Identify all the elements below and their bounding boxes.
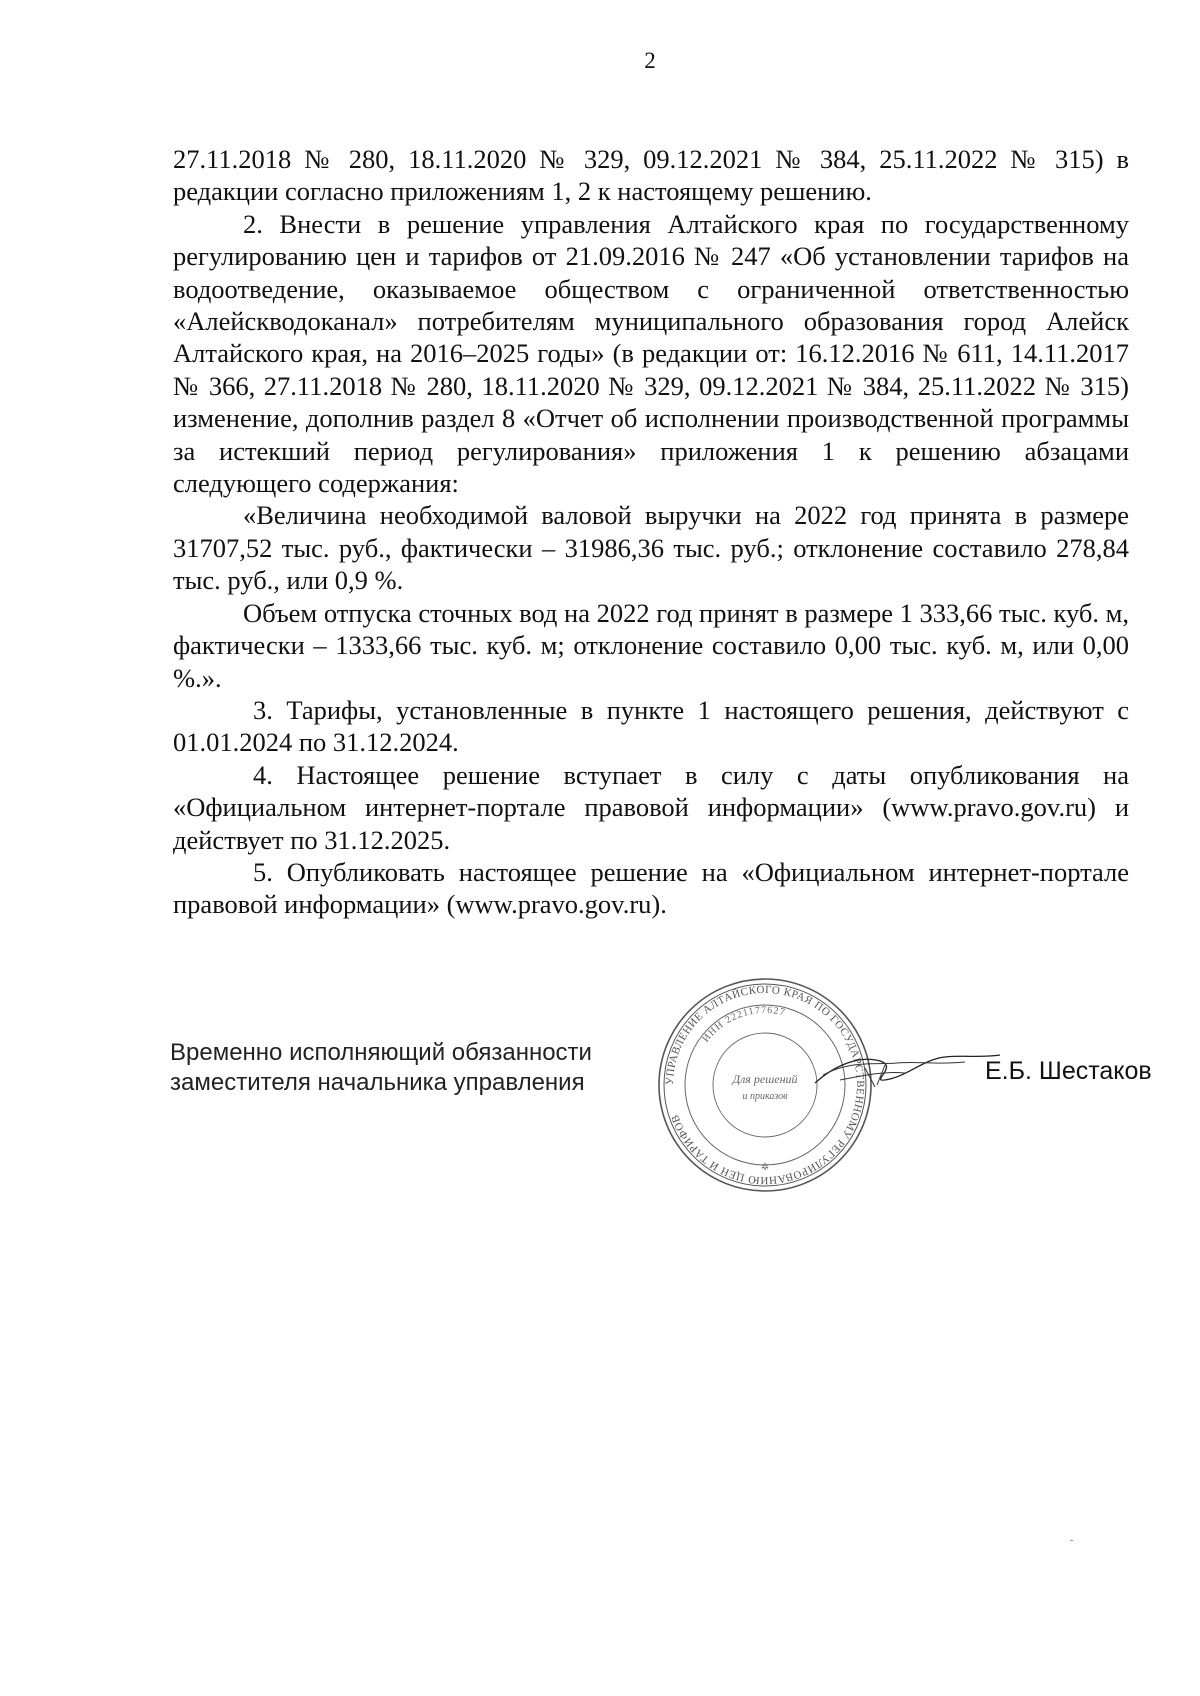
paragraph-continuation: 27.11.2018 № 280, 18.11.2020 № 329, 09.12.2021 № 384, 25.11.2022 № 315) в редакции согласно приложениям 1, 2 к настоящему решению. (173, 144, 1129, 207)
document-body (173, 143, 1129, 921)
signer-position-line2: заместителя начальника управления (170, 1069, 585, 1096)
scan-speck (1070, 1540, 1073, 1541)
paragraph-quote-volume: Объем отпуска сточных вод на 2022 год принят в размере 1 333,66 тыс. куб. м, фактически – 1333,66 тыс. куб. м; отклонение составило 0,00 тыс. куб. м, или 0,00 %.». (173, 597, 1129, 693)
paragraph-item-2: 2. Внести в решение управления Алтайского края по государственному регулированию цен и тарифов от 21.09.2016 № 247 «Об установлении тарифов на водоотведение, оказываемое обществом с ограниченной ответственностью «Алейскводоканал» потребителям муниципального образования город Алейск Алтайского края, на 2016–2025 годы» (в редакции от: 16.12.2016 № 611, 14.11.2017 № 366, 27.11.2018 № 280, 18.11.2020 № 329, 09.12.2021 № 384, 25.11.2022 № 315) изменение, дополнив раздел 8 «Отчет об исполнении производственной программы за истекший период регулирования» приложения 1 к решению абзацами следующего содержания: (173, 208, 1129, 499)
signer-position-line1: Временно исполняющий обязанности (170, 1039, 592, 1066)
stamp-star-icon: ✲ (760, 1162, 770, 1173)
paragraph-item-4: 4. Настоящее решение вступает в силу с даты опубликования на «Официальном интернет-портале правовой информации» (www.pravo.gov.ru) и действует по 31.12.2025. (173, 759, 1129, 855)
stamp-center-line2: и приказов (742, 1091, 788, 1102)
paragraph-item-3: 3. Тарифы, установленные в пункте 1 настоящего решения, действуют с 01.01.2024 по 31.12.2024. (173, 694, 1129, 758)
stamp-inner-text: ИНН 2221177627 (700, 1004, 787, 1045)
page-number: 2 (644, 48, 656, 73)
signer-name: Е.Б. Шестаков (985, 1057, 1152, 1085)
paragraph-item-5: 5. Опубликовать настоящее решение на «Официальном интернет-портале правовой информации» (www.pravo.gov.ru). (173, 856, 1129, 920)
handwritten-signature (805, 1035, 1005, 1095)
stamp-center-line1: Для решений (732, 1072, 798, 1086)
stamp-outer-text: УПРАВЛЕНИЕ АЛТАЙСКОГО КРАЯ ПО ГОСУДАРСТВЕННОМУ РЕГУЛИРОВАНИЮ ЦЕН И ТАРИФОВ (663, 983, 867, 1187)
paragraph-quote-revenue: «Величина необходимой валовой выручки на 2022 год принята в размере 31707,52 тыс. руб., фактически – 31986,36 тыс. руб.; отклонение составило 278,84 тыс. руб., или 0,9 %. (173, 500, 1129, 596)
signer-position (170, 1038, 592, 1098)
